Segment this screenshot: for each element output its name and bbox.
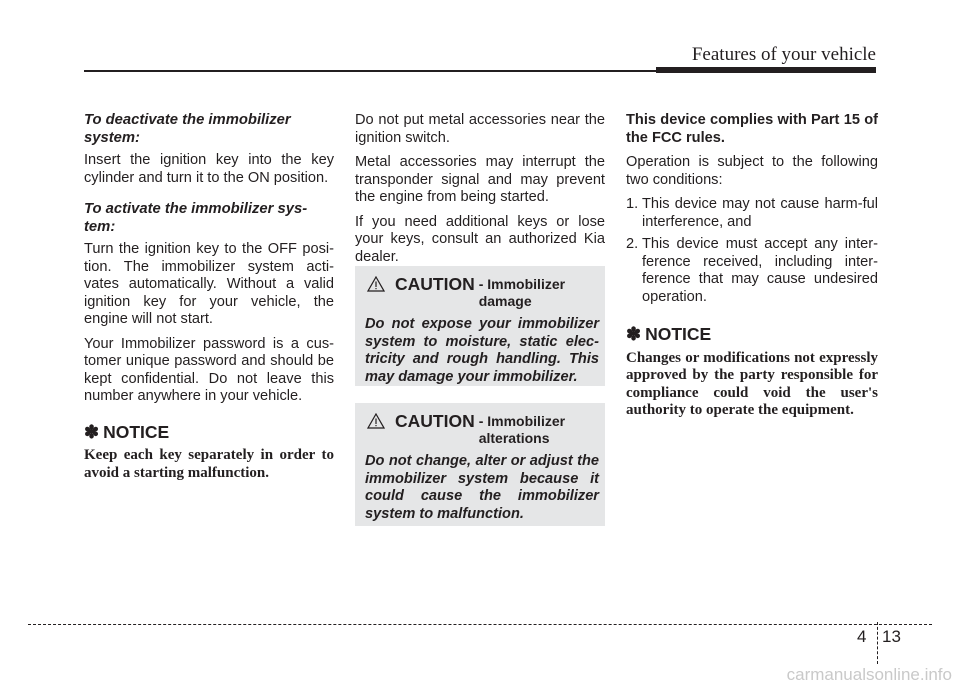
caution-heading: [363, 274, 599, 310]
fcc-heading: This device complies with Part 15 of the FCC rules.: [626, 112, 878, 146]
column-middle: [355, 112, 605, 273]
conditions-intro: Operation is subject to the following two conditions:: [626, 154, 878, 188]
caution-subtitle: - Immobilizer damage: [478, 276, 566, 309]
caution-word: CAUTION: [395, 411, 475, 431]
activate-heading: To activate the immobilizer sys-tem:: [84, 201, 308, 235]
header-rule-accent: [656, 67, 876, 73]
watermark: carmanualsonline.info: [786, 665, 952, 684]
additional-keys-text: If you need additional keys or lose your keys, consult an authorized Kia dealer.: [355, 213, 605, 265]
list-item: [626, 236, 878, 306]
caution-box-damage: [355, 266, 605, 386]
list-text: This device must accept any inter-ference received, including inter-ference that may cause undesired operation.: [642, 236, 878, 305]
column-right: [626, 112, 878, 420]
caution-box-alterations: [355, 403, 605, 526]
notice-title: NOTICE: [103, 421, 170, 442]
list-item: [626, 196, 878, 231]
column-left: [84, 112, 334, 482]
caution-text: Do not expose your immobilizer system to moisture, static elec-tricity and rough handling. This may damage your immobilizer.: [365, 316, 599, 385]
warning-triangle-icon: [367, 413, 385, 429]
deactivate-text: Insert the ignition key into the key cylinder and turn it to the ON position.: [84, 152, 334, 186]
metal-accessories-text: Do not put metal accessories near the ignition switch.: [355, 112, 605, 146]
conditions-list: [626, 196, 878, 306]
activate-text: Turn the ignition key to the OFF posi-tion. The immobilizer system acti-vates automatically. Without a valid ignition key for your vehicle, the engine will not start.: [84, 241, 334, 327]
list-number: 2.: [626, 236, 639, 252]
page-number: 13: [882, 627, 901, 646]
running-header: Features of your vehicle: [691, 44, 876, 65]
list-text: This device may not cause harm-ful interference, and: [642, 196, 878, 230]
footer-rule: [28, 624, 932, 625]
chapter-number: 4: [857, 627, 867, 646]
warning-triangle-icon: [367, 276, 385, 292]
caution-heading: [363, 411, 599, 447]
caution-word: CAUTION: [395, 274, 475, 294]
list-number: 1.: [626, 196, 639, 212]
notice-star-icon: ✽: [84, 421, 100, 442]
notice-text: Keep each key separately in order to avoid a starting malfunction.: [84, 447, 334, 481]
notice-text: Changes or modifications not expressly approved by the party responsible for compliance could void the user's authority to operate the equipment.: [626, 349, 878, 418]
password-text: Your Immobilizer password is a cus-tomer unique password and should be kept confidential. Do not leave this number anywhere in your vehicle.: [84, 335, 334, 404]
deactivate-heading: To deactivate the immobilizer system:: [84, 112, 291, 146]
notice-heading: [626, 326, 878, 344]
transponder-text: Metal accessories may interrupt the transponder signal and may prevent the engine from being started.: [355, 154, 605, 205]
caution-text: Do not change, alter or adjust the immobilizer system because it could cause the immobilizer system to malfunction.: [365, 453, 599, 522]
caution-subtitle: - Immobilizer alterations: [478, 413, 566, 446]
footer-divider: [877, 622, 878, 664]
header-rule: [84, 70, 656, 72]
notice-title: NOTICE: [645, 324, 712, 344]
notice-star-icon: ✽: [626, 324, 642, 344]
notice-heading: [84, 421, 334, 442]
